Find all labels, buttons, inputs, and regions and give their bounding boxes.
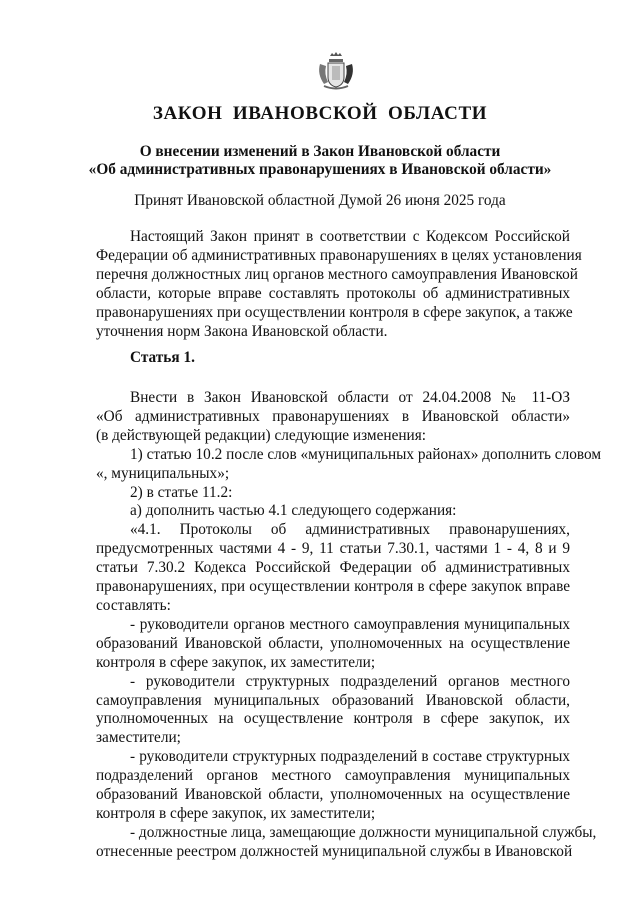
text-line: - руководители структурных подразделений органов местного bbox=[130, 672, 570, 690]
text-line: правонарушениях при осуществлении контроля в сфере закупок, а также bbox=[96, 303, 573, 321]
text-line: подразделений органов местного самоуправления муниципальных bbox=[96, 767, 570, 785]
text-line: «Об административных правонарушениях в Ивановской области» bbox=[96, 407, 570, 425]
text-line: образований Ивановской области, уполномоченных на осуществление bbox=[96, 786, 570, 804]
article-heading: Статья 1. bbox=[130, 349, 195, 366]
text-line: Федерации об административных правонарушениях в целях установления bbox=[96, 246, 582, 264]
adoption-note: Принят Ивановской областной Думой 26 июня 2025 года bbox=[134, 192, 506, 209]
text-line: образований Ивановской области, уполномоченных на осуществление bbox=[96, 634, 570, 652]
text-line: заместители; bbox=[96, 729, 181, 747]
text-line: отнесенные реестром должностей муниципальной службы в Ивановской bbox=[96, 842, 573, 860]
text-line: области, которые вправе составлять протоколы об административных bbox=[96, 284, 570, 302]
text-line: «, муниципальных»; bbox=[96, 464, 230, 482]
law-title: ЗАКОН ИВАНОВСКОЙ ОБЛАСТИ bbox=[152, 103, 488, 124]
text-line: правонарушениях, при осуществлении контроля в сфере закупок вправе bbox=[96, 578, 570, 596]
text-line: Внести в Закон Ивановской области от 24.04.2008 № 11-ОЗ bbox=[130, 389, 570, 406]
text-line: статьи 7.30.2 Кодекса Российской Федерации об административных bbox=[96, 559, 570, 577]
preamble bbox=[96, 228, 582, 341]
text-line: уточнения норм Закона Ивановской области. bbox=[96, 322, 388, 340]
text-line: составлять: bbox=[96, 596, 171, 614]
text-line: «4.1. Протоколы об административных правонарушениях, bbox=[130, 521, 570, 539]
text-line: перечня должностных лиц органов местного самоуправления Ивановской bbox=[96, 265, 578, 283]
text-line: Настоящий Закон принят в соответствии с Кодексом Российской bbox=[130, 228, 570, 245]
text-line: предусмотренных частями 4 - 9, 11 статьи 7.30.1, частями 1 - 4, 8 и 9 bbox=[96, 540, 570, 558]
text-line: (в действующей редакции) следующие изменения: bbox=[96, 426, 427, 444]
subtitle-line: О внесении изменений в Закон Ивановской области bbox=[139, 143, 501, 160]
text-line: уполномоченных на осуществление контроля в сфере закупок, их bbox=[96, 710, 570, 728]
text-line: - руководители структурных подразделений в составе структурных bbox=[130, 748, 570, 766]
text-line: 2) в статье 11.2: bbox=[130, 483, 233, 501]
text-line: самоуправления муниципальных образований Ивановской области, bbox=[96, 691, 570, 709]
subtitle-line: «Об административных правонарушениях в Ивановской области» bbox=[88, 161, 552, 178]
article1-body bbox=[96, 389, 602, 862]
ivanovo-coat-of-arms-icon bbox=[316, 52, 356, 92]
text-line: контроля в сфере закупок, их заместители; bbox=[96, 804, 376, 822]
text-line: - руководители органов местного самоуправления муниципальных bbox=[130, 615, 570, 633]
text-line: 1) статью 10.2 после слов «муниципальных районах» дополнить словом bbox=[130, 445, 602, 463]
law-subtitle bbox=[0, 143, 640, 179]
text-line: а) дополнить частью 4.1 следующего содержания: bbox=[130, 502, 457, 520]
text-line: - должностные лица, замещающие должности муниципальной службы, bbox=[130, 823, 597, 841]
text-line: контроля в сфере закупок, их заместители; bbox=[96, 653, 376, 671]
